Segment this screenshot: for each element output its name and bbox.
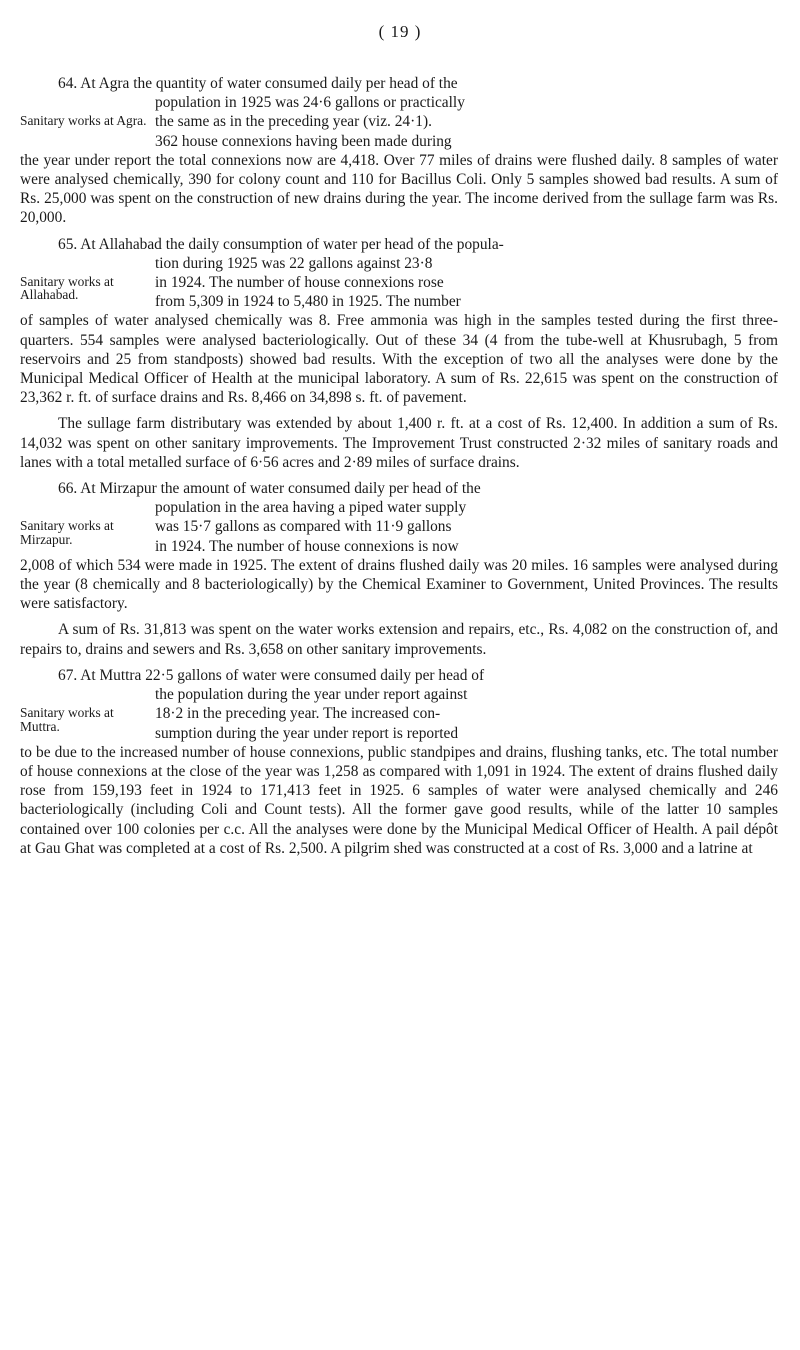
- paragraph-body: 2,008 of which 534 were made in 1925. The extent of drains flushed daily was 20 miles. 16 samples were analysed during the year (8 chemically and 8 bacteriologically) by the Chemical Examiner to Government, United Provinces. The results were satisfactory.: [20, 556, 778, 613]
- side-line: sumption during the year under report is reported: [155, 724, 459, 742]
- side-line: in 1924. The number of house connexions rose: [155, 274, 444, 292]
- side-heading: Sanitary works at Muttra.: [20, 705, 114, 734]
- side-line: population in the area having a piped water supply: [155, 499, 467, 517]
- side-text: [155, 254, 778, 312]
- paragraph-body: of samples of water analysed chemically was 8. Free ammonia was high in the samples tested during the first three-quarters. 554 samples were analysed bacteriologically. Out of these 34 (4 from the tube-well at Khusrubagh, 5 from reservoirs and 25 from standposts) showed bad results. With the exception of two all the analyses were done by the Municipal Medical Officer of Health at the municipal laboratory. A sum of Rs. 22,615 was spent on the construction of 23,362 r. ft. of surface drains and Rs. 8,466 on 34,898 s. ft. of pavement.: [20, 312, 778, 407]
- side-heading: Sanitary works at Mirzapur.: [20, 518, 114, 547]
- side-text: [155, 93, 778, 151]
- side-heading: Sanitary works at Agra.: [20, 113, 147, 129]
- paragraph-body: to be due to the increased number of house connexions, public standpipes and drains, flushing tanks, etc. The total number of house connexions at the close of the year was 1,258 as compared with 1,091 in 1924. The extent of drains flushed daily rose from 159,193 feet in 1924 to 171,413 feet in 1925. 6 samples of water were analysed chemically and 246 bacteriologically (including Coli and Count tests). All the former gave good results, while of the latter 10 samples contained over 100 colonies per c.c. All the analyses were done by the Municipal Medical Officer of Health. A pail dépôt at Gau Ghat was completed at a cost of Rs. 2,500. A pilgrim shed was constructed at a cost of Rs. 3,000 and a latrine at: [20, 743, 778, 857]
- side-line: 18·2 in the preceding year. The increased con-: [155, 705, 441, 723]
- side-line: tion during 1925 was 22 gallons against 23·8: [155, 254, 433, 272]
- side-block: [20, 685, 778, 743]
- paragraph-64: [20, 74, 778, 228]
- paragraph-lead: 65. At Allahabad the daily consumption of water per head of the popula-: [58, 235, 504, 253]
- paragraph-65-continued: The sullage farm distributary was extended by about 1,400 r. ft. at a cost of Rs. 12,400. In addition a sum of Rs. 14,032 was spent on other sanitary improvements. The Improvement Trust constructed 2·32 miles of sanitary roads and lanes with a total metalled surface of 6·56 acres and 2·89 miles of surface drains.: [20, 415, 778, 471]
- side-line: population in 1925 was 24·6 gallons or practically: [155, 94, 465, 112]
- side-text: [155, 685, 778, 743]
- page-number: ( 19 ): [378, 22, 422, 41]
- paragraph-lead: 64. At Agra the quantity of water consumed daily per head of the: [58, 75, 458, 92]
- side-block: [20, 498, 778, 556]
- paragraph-lead: 66. At Mirzapur the amount of water consumed daily per head of the: [58, 480, 481, 498]
- side-line: in 1924. The number of house connexions is now: [155, 537, 459, 555]
- side-line: the same as in the preceding year (viz. 24·1).: [155, 113, 432, 131]
- paragraph-67: [20, 666, 778, 858]
- side-line: from 5,309 in 1924 to 5,480 in 1925. The number: [155, 293, 461, 311]
- side-block: [20, 93, 778, 151]
- document-body: [20, 74, 778, 865]
- side-heading: Sanitary works at Allahabad.: [20, 273, 114, 303]
- paragraph-body: the year under report the total connexions now are 4,418. Over 77 miles of drains were flushed daily. 8 samples of water were analysed chemically, 390 for colony count and 110 for Bacillus Coli. Only 5 samples showed bad results. A sum of Rs. 25,000 was spent on the construction of new drains during the year. The income derived from the sullage farm was Rs. 20,000.: [20, 151, 778, 227]
- paragraph-66-continued: A sum of Rs. 31,813 was spent on the water works extension and repairs, etc., Rs. 4,082 on the construction of, and repairs to, drains and sewers and Rs. 3,658 on other sanitary improvements.: [20, 621, 778, 658]
- paragraph-65: [20, 235, 778, 408]
- paragraph-lead: 67. At Muttra 22·5 gallons of water were consumed daily per head of: [58, 666, 485, 684]
- side-line: 362 house connexions having been made during: [155, 132, 452, 150]
- side-block: [20, 254, 778, 312]
- side-text: [155, 498, 778, 556]
- side-line: was 15·7 gallons as compared with 11·9 gallons: [155, 518, 452, 536]
- side-line: the population during the year under report against: [155, 686, 468, 704]
- paragraph-66: [20, 479, 778, 613]
